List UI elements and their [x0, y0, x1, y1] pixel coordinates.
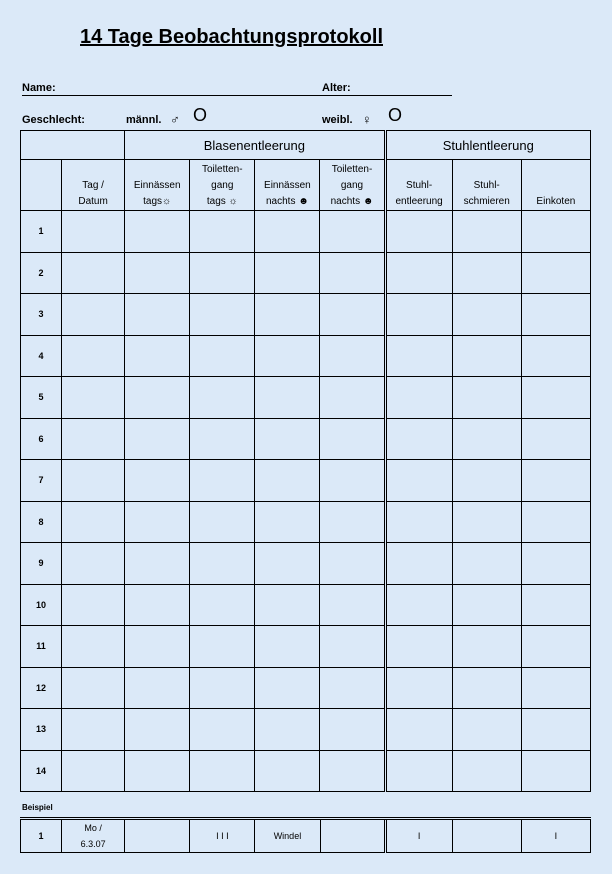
cell-day-date[interactable]	[62, 377, 125, 419]
group-header-bowel: Stuhlentleerung	[385, 131, 590, 160]
header-number-blank	[21, 160, 62, 211]
cell-soiling[interactable]	[521, 667, 590, 709]
example-toilet-day: I I I	[190, 819, 255, 853]
cell-bowel-movement[interactable]	[385, 418, 452, 460]
cell-soiling[interactable]	[521, 211, 590, 253]
cell-wetting-night[interactable]	[255, 626, 320, 668]
row-number: 3	[21, 294, 62, 336]
column-header-toilet-day: Toiletten- gang tags ☼	[190, 160, 255, 211]
cell-smearing[interactable]	[452, 377, 521, 419]
cell-day-date[interactable]	[62, 211, 125, 253]
cell-day-date[interactable]	[62, 460, 125, 502]
cell-smearing[interactable]	[452, 418, 521, 460]
cell-toilet-night[interactable]	[320, 584, 385, 626]
cell-wetting-day[interactable]	[125, 460, 190, 502]
cell-toilet-day[interactable]	[190, 460, 255, 502]
example-label: Beispiel	[22, 803, 53, 812]
cell-wetting-night[interactable]	[255, 377, 320, 419]
cell-wetting-day[interactable]	[125, 335, 190, 377]
cell-wetting-day[interactable]	[125, 584, 190, 626]
row-number: 5	[21, 377, 62, 419]
row-number: 13	[21, 709, 62, 751]
example-soiling: I	[521, 819, 590, 853]
column-header-smearing: Stuhl- schmieren	[452, 160, 521, 211]
male-symbol-icon: ♂	[170, 112, 180, 127]
cell-smearing[interactable]	[452, 294, 521, 336]
cell-wetting-day[interactable]	[125, 501, 190, 543]
cell-bowel-movement[interactable]	[385, 750, 452, 792]
name-label: Name:	[22, 82, 56, 94]
male-option-circle[interactable]: O	[193, 105, 208, 125]
cell-wetting-night[interactable]	[255, 335, 320, 377]
cell-toilet-night[interactable]	[320, 460, 385, 502]
cell-day-date[interactable]	[62, 501, 125, 543]
cell-day-date[interactable]	[62, 335, 125, 377]
example-day-date: Mo / 6.3.07	[62, 819, 125, 853]
female-label: weibl.	[322, 114, 353, 126]
cell-toilet-night[interactable]	[320, 211, 385, 253]
cell-wetting-night[interactable]	[255, 543, 320, 585]
cell-toilet-day[interactable]	[190, 294, 255, 336]
cell-smearing[interactable]	[452, 501, 521, 543]
cell-wetting-night[interactable]	[255, 584, 320, 626]
age-label: Alter:	[322, 82, 351, 94]
cell-soiling[interactable]	[521, 626, 590, 668]
row-number: 9	[21, 543, 62, 585]
cell-toilet-night[interactable]	[320, 501, 385, 543]
cell-toilet-night[interactable]	[320, 418, 385, 460]
male-label: männl.	[126, 114, 162, 126]
cell-soiling[interactable]	[521, 418, 590, 460]
column-header-toilet-night: Toiletten- gang nachts ☻	[320, 160, 385, 211]
cell-toilet-day[interactable]	[190, 626, 255, 668]
table-row	[21, 418, 591, 460]
cell-toilet-day[interactable]	[190, 750, 255, 792]
cell-smearing[interactable]	[452, 335, 521, 377]
cell-day-date[interactable]	[62, 294, 125, 336]
cell-toilet-night[interactable]	[320, 543, 385, 585]
cell-toilet-day[interactable]	[190, 252, 255, 294]
cell-toilet-night[interactable]	[320, 750, 385, 792]
cell-smearing[interactable]	[452, 543, 521, 585]
cell-wetting-day[interactable]	[125, 750, 190, 792]
table-row	[21, 543, 591, 585]
cell-wetting-day[interactable]	[125, 252, 190, 294]
cell-wetting-night[interactable]	[255, 709, 320, 751]
cell-wetting-night[interactable]	[255, 294, 320, 336]
cell-bowel-movement[interactable]	[385, 667, 452, 709]
example-wetting-day	[125, 819, 190, 853]
cell-soiling[interactable]	[521, 335, 590, 377]
cell-smearing[interactable]	[452, 709, 521, 751]
cell-bowel-movement[interactable]	[385, 252, 452, 294]
cell-toilet-night[interactable]	[320, 377, 385, 419]
cell-wetting-day[interactable]	[125, 294, 190, 336]
row-number: 1	[21, 211, 62, 253]
cell-wetting-night[interactable]	[255, 211, 320, 253]
example-row	[21, 819, 591, 853]
observation-table	[20, 130, 591, 792]
cell-wetting-day[interactable]	[125, 377, 190, 419]
table-row	[21, 252, 591, 294]
example-toilet-night	[320, 819, 385, 853]
cell-wetting-night[interactable]	[255, 501, 320, 543]
cell-bowel-movement[interactable]	[385, 501, 452, 543]
row-number: 12	[21, 667, 62, 709]
table-row	[21, 626, 591, 668]
cell-day-date[interactable]	[62, 626, 125, 668]
cell-toilet-day[interactable]	[190, 501, 255, 543]
column-header-wetting-day: Einnässen tags☼	[125, 160, 190, 211]
cell-wetting-day[interactable]	[125, 709, 190, 751]
cell-day-date[interactable]	[62, 709, 125, 751]
row-number: 11	[21, 626, 62, 668]
cell-toilet-night[interactable]	[320, 294, 385, 336]
cell-toilet-night[interactable]	[320, 709, 385, 751]
cell-soiling[interactable]	[521, 460, 590, 502]
table-row	[21, 377, 591, 419]
cell-smearing[interactable]	[452, 584, 521, 626]
row-number: 6	[21, 418, 62, 460]
cell-wetting-day[interactable]	[125, 626, 190, 668]
cell-day-date[interactable]	[62, 667, 125, 709]
cell-soiling[interactable]	[521, 709, 590, 751]
cell-smearing[interactable]	[452, 667, 521, 709]
cell-day-date[interactable]	[62, 418, 125, 460]
cell-day-date[interactable]	[62, 584, 125, 626]
female-option-circle[interactable]: O	[388, 105, 403, 125]
table-row	[21, 584, 591, 626]
column-header-soiling: Einkoten	[521, 160, 590, 211]
example-bowel-movement: I	[385, 819, 452, 853]
table-row	[21, 501, 591, 543]
table-row	[21, 667, 591, 709]
cell-bowel-movement[interactable]	[385, 335, 452, 377]
cell-soiling[interactable]	[521, 543, 590, 585]
cell-soiling[interactable]	[521, 750, 590, 792]
cell-bowel-movement[interactable]	[385, 584, 452, 626]
column-header-bowel-movement: Stuhl- entleerung	[385, 160, 452, 211]
cell-toilet-day[interactable]	[190, 418, 255, 460]
cell-bowel-movement[interactable]	[385, 626, 452, 668]
cell-bowel-movement[interactable]	[385, 543, 452, 585]
cell-wetting-night[interactable]	[255, 252, 320, 294]
cell-wetting-day[interactable]	[125, 543, 190, 585]
cell-day-date[interactable]	[62, 252, 125, 294]
page-title: 14 Tage Beobachtungsprotokoll	[80, 26, 383, 48]
cell-soiling[interactable]	[521, 252, 590, 294]
cell-bowel-movement[interactable]	[385, 709, 452, 751]
cell-wetting-day[interactable]	[125, 211, 190, 253]
cell-day-date[interactable]	[62, 750, 125, 792]
column-header-day-date: Tag / Datum	[62, 160, 125, 211]
cell-soiling[interactable]	[521, 294, 590, 336]
cell-wetting-night[interactable]	[255, 667, 320, 709]
table-row	[21, 460, 591, 502]
table-row	[21, 211, 591, 253]
cell-smearing[interactable]	[452, 750, 521, 792]
table-row	[21, 750, 591, 792]
example-number: 1	[21, 819, 62, 853]
example-table	[20, 817, 591, 853]
female-symbol-icon: ♀	[362, 112, 372, 127]
cell-smearing[interactable]	[452, 626, 521, 668]
cell-soiling[interactable]	[521, 584, 590, 626]
cell-toilet-night[interactable]	[320, 667, 385, 709]
cell-toilet-day[interactable]	[190, 211, 255, 253]
column-header-wetting-night: Einnässen nachts ☻	[255, 160, 320, 211]
cell-wetting-night[interactable]	[255, 750, 320, 792]
name-field[interactable]	[22, 95, 452, 96]
cell-wetting-night[interactable]	[255, 418, 320, 460]
row-number: 7	[21, 460, 62, 502]
example-wetting-night: Windel	[255, 819, 320, 853]
cell-bowel-movement[interactable]	[385, 460, 452, 502]
example-smearing	[452, 819, 521, 853]
cell-toilet-day[interactable]	[190, 335, 255, 377]
cell-wetting-day[interactable]	[125, 667, 190, 709]
row-number: 14	[21, 750, 62, 792]
table-row	[21, 294, 591, 336]
cell-toilet-night[interactable]	[320, 252, 385, 294]
gender-label: Geschlecht:	[22, 114, 85, 126]
cell-toilet-day[interactable]	[190, 377, 255, 419]
cell-bowel-movement[interactable]	[385, 294, 452, 336]
header-blank	[21, 131, 125, 160]
cell-toilet-day[interactable]	[190, 543, 255, 585]
cell-bowel-movement[interactable]	[385, 377, 452, 419]
cell-smearing[interactable]	[452, 460, 521, 502]
cell-wetting-day[interactable]	[125, 418, 190, 460]
cell-toilet-day[interactable]	[190, 709, 255, 751]
cell-day-date[interactable]	[62, 543, 125, 585]
cell-toilet-day[interactable]	[190, 667, 255, 709]
cell-wetting-night[interactable]	[255, 460, 320, 502]
cell-smearing[interactable]	[452, 252, 521, 294]
table-row	[21, 335, 591, 377]
row-number: 8	[21, 501, 62, 543]
row-number: 10	[21, 584, 62, 626]
cell-soiling[interactable]	[521, 377, 590, 419]
table-row	[21, 709, 591, 751]
row-number: 4	[21, 335, 62, 377]
cell-toilet-night[interactable]	[320, 335, 385, 377]
cell-smearing[interactable]	[452, 211, 521, 253]
cell-toilet-day[interactable]	[190, 584, 255, 626]
group-header-bladder: Blasenentleerung	[125, 131, 385, 160]
cell-toilet-night[interactable]	[320, 626, 385, 668]
cell-bowel-movement[interactable]	[385, 211, 452, 253]
row-number: 2	[21, 252, 62, 294]
cell-soiling[interactable]	[521, 501, 590, 543]
